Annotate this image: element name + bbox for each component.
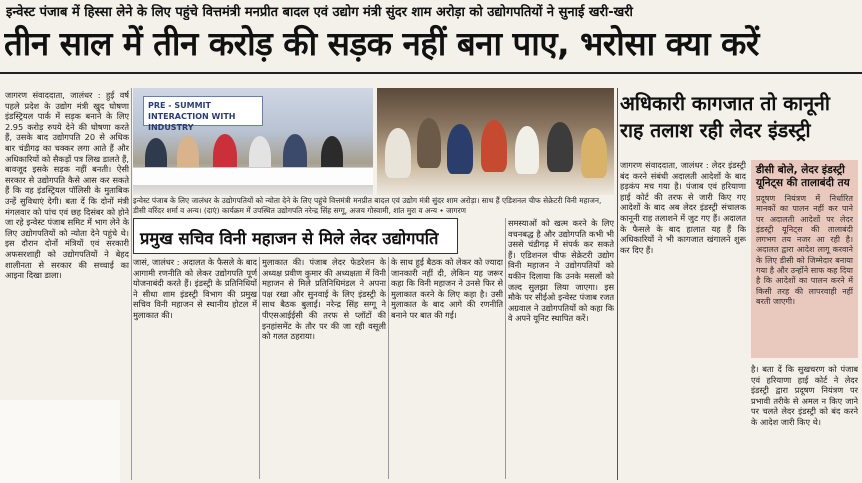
article-column-1: जागरण संवाददाता, जालंधर : हुई वर्ष पहले प्रदेश के उद्योग मंत्री खुद घोषणा इंडस्ट्रियल पार्क में सड़क बनाने के लिए 2.95 करोड़ रुपये देने की घोषणा करते हैं, उसके बाद उद्योगपति 20 से अधिक बार चंडीगढ़ का चक्कर लगा आते हैं और अधिकारियों को सैकड़ों पत्र लिख डालते हैं, बावजूद इसके सड़क नहीं बनती। ऐसी सरकार से उद्योगपति कैसे आस कर सकते हैं कि वह इंडस्ट्रियल पॉलिसी के मुताबिक उन्हें सुविधाएं देगी। बता दें कि दोनों मंत्री मंगलवार को पांच एवं छह दिसंबर को होने जा रहे इन्वेस्ट पंजाब समिट में भाग लेने के लिए उद्योगपतियों को न्योता देने पहुंचे थे। इस दौरान दोनों मंत्रियों एवं सरकारी अफसरशाही को उद्योगपतियों ने बेहद शालीनता से सरकार की सच्चाई का आइना दिखा डाला। (5, 90, 129, 281)
side-box-text: प्रदूषण नियंत्रण में निर्धारित मानकों का पालन नहीं कर पाने पर अदालती आदेशों पर लेदर इंडस्ट्री यूनिट्स की तालाबंदी लगभग तय नजर आ रही है। अदालत द्वारा आदेश लागू करवाने के लिए डीसी को जिम्मेदार बनाया गया है और उन्होंने साफ कह दिया है कि आदेशों का पालन करने में किसी तरह की लापरवाही नहीं बरती जाएगी। (756, 194, 853, 306)
side-article-text: जागरण संवाददाता, जालंधर : लेदर इंडस्ट्री बंद करने संबंधी अदालती आदेशों के बाद हड़कंप मच गया है। पंजाब एवं हरियाणा हाई कोर्ट की तरफ से जारी किए गए आदेशों के बाद अब लेदर इंडस्ट्री संचालक कानूनी राह तलाशने में जुट गए हैं। अदालत के फैसले के बाद हालात यह हैं कि अधिकारियों ने भी कागजात खंगालने शुरू कर दिए हैं। (620, 160, 746, 255)
article-column-2: जासं, जालंधर : अदालत के फैसले के बाद आगामी रणनीति को लेकर उद्योगपति पूर्ण योजनाबंदी करते हैं। इंडस्ट्री के प्रतिनिधियों ने सीधा शाम इंडस्ट्री विभाग की प्रमुख सचिव विनी महाजन से स्थानीय होटल में मुलाकात की। (133, 257, 257, 320)
photo-left (133, 88, 373, 195)
section-divider (617, 88, 618, 480)
photo-person (581, 128, 607, 178)
article-column-3: मुलाकात की। पंजाब लेदर फेडरेशन के अध्यक्ष प्रवीण कुमार की अध्यक्षता में विनी महाजन से मिले प्रतिनिधिमंडल ने अपना पक्ष रखा और सुनवाई के लिए इंडस्ट्री के साथ बैठक बुलाई। नरेन्द्र सिंह सग्गू ने पीएसआईईसी की तरफ से प्लॉटों की इनहांसमेंट के तौर पर की जा रही वसूली को गलत ठहराया। (262, 257, 386, 342)
kicker-headline: इन्वेस्ट पंजाब में हिस्सा लेने के लिए पहुंचे वित्तमंत्री मनप्रीत बादल एवं उद्योग मंत्री सुंदर शाम अरोड़ा को उद्योगपतियों ने सुनाई खरी-खरी (6, 5, 633, 20)
photo-table (133, 167, 373, 185)
column-divider (388, 257, 389, 479)
photo-right (377, 88, 614, 195)
side-bottom-text: है। बता दें कि सुखचरण को पंजाब एवं हरियाणा हाई कोर्ट ने लेदर इंडस्ट्री द्वारा प्रदूषण नियंत्रण पर प्रभावी तरीके से अमल न किए जाने पर चलते लेदर इंडस्ट्री को बंद करने के आदेश जारी किए थे। (751, 364, 858, 427)
photo-person (447, 124, 473, 174)
photo-person (515, 126, 539, 174)
article-column-5: समस्याओं को खत्म करने के लिए वचनबद्ध है और उद्योगपति कभी भी उससे चंडीगढ़ में संपर्क कर सकते हैं। एडिशनल चीफ सेक्रेटरी उद्योग विनी महाजन ने उद्योगपतियों को यकीन दिलाया कि उनके मसलों को जल्द सुलझा लिया जाएगा। इस मौके पर सीईओ इन्वेस्ट पंजाब रजत अग्रवाल ने उद्योगपतियों को कहा कि वे अपने यूनिट स्थापित करें। (508, 218, 614, 324)
side-box-title: डीसी बोले, लेदर इंडस्ट्री यूनिट्स की तालाबंदी तय (756, 164, 850, 189)
summit-banner: PRE - SUMMIT INTERACTION WITH INDUSTRY (143, 96, 263, 126)
photo-person (547, 122, 573, 172)
subheadline-box: प्रमुख सचिव विनी महाजन से मिले लेदर उद्योगपति (133, 218, 458, 254)
article-column-4: के साथ हुई बैठक को लेकर को ज्यादा जानकारी नहीं दी, लेकिन यह जरूर कहा कि विनी महाजन ने उनसे फिर से मुलाकात करने के लिए कहा है। उसी मुलाकात के बाद आगे की रणनीति बनाने पर बात की गई। (391, 257, 503, 320)
main-headline: तीन साल में तीन करोड़ की सड़क नहीं बना पाए, भरोसा क्या करें (4, 24, 759, 63)
photo-caption: इन्वेस्ट पंजाब के लिए जालंधर के उद्योगपतियों को न्योता देने के लिए पहुंचे वित्तमंत्री मनप्रीत बादल एवं उद्योग मंत्री सुंदर शाम अरोड़ा। साथ हैं एडिशनल चीफ सेक्रेटरी विनी महाजन, डीसी वरिंदर शर्मा व अन्य। (दाएं) कार्यक्रम में उपस्थित उद्योगपति नरेन्द्र सिंह सग्गू, अजय गोस्वामी, शांत मुरा व अन्य • जागरण (133, 196, 602, 215)
photo-person (481, 120, 507, 172)
photo-person (417, 118, 441, 168)
headline-rule (0, 72, 862, 74)
column-divider (505, 218, 506, 479)
side-highlight-box (751, 160, 858, 358)
paper-fold-shadow (0, 400, 120, 483)
column-divider (131, 88, 132, 480)
photo-person (385, 128, 411, 178)
column-divider (259, 257, 260, 479)
side-article-title: अधिकारी कागजात तो कानूनी राह तलाश रही लेदर इंडस्ट्री (620, 92, 830, 142)
